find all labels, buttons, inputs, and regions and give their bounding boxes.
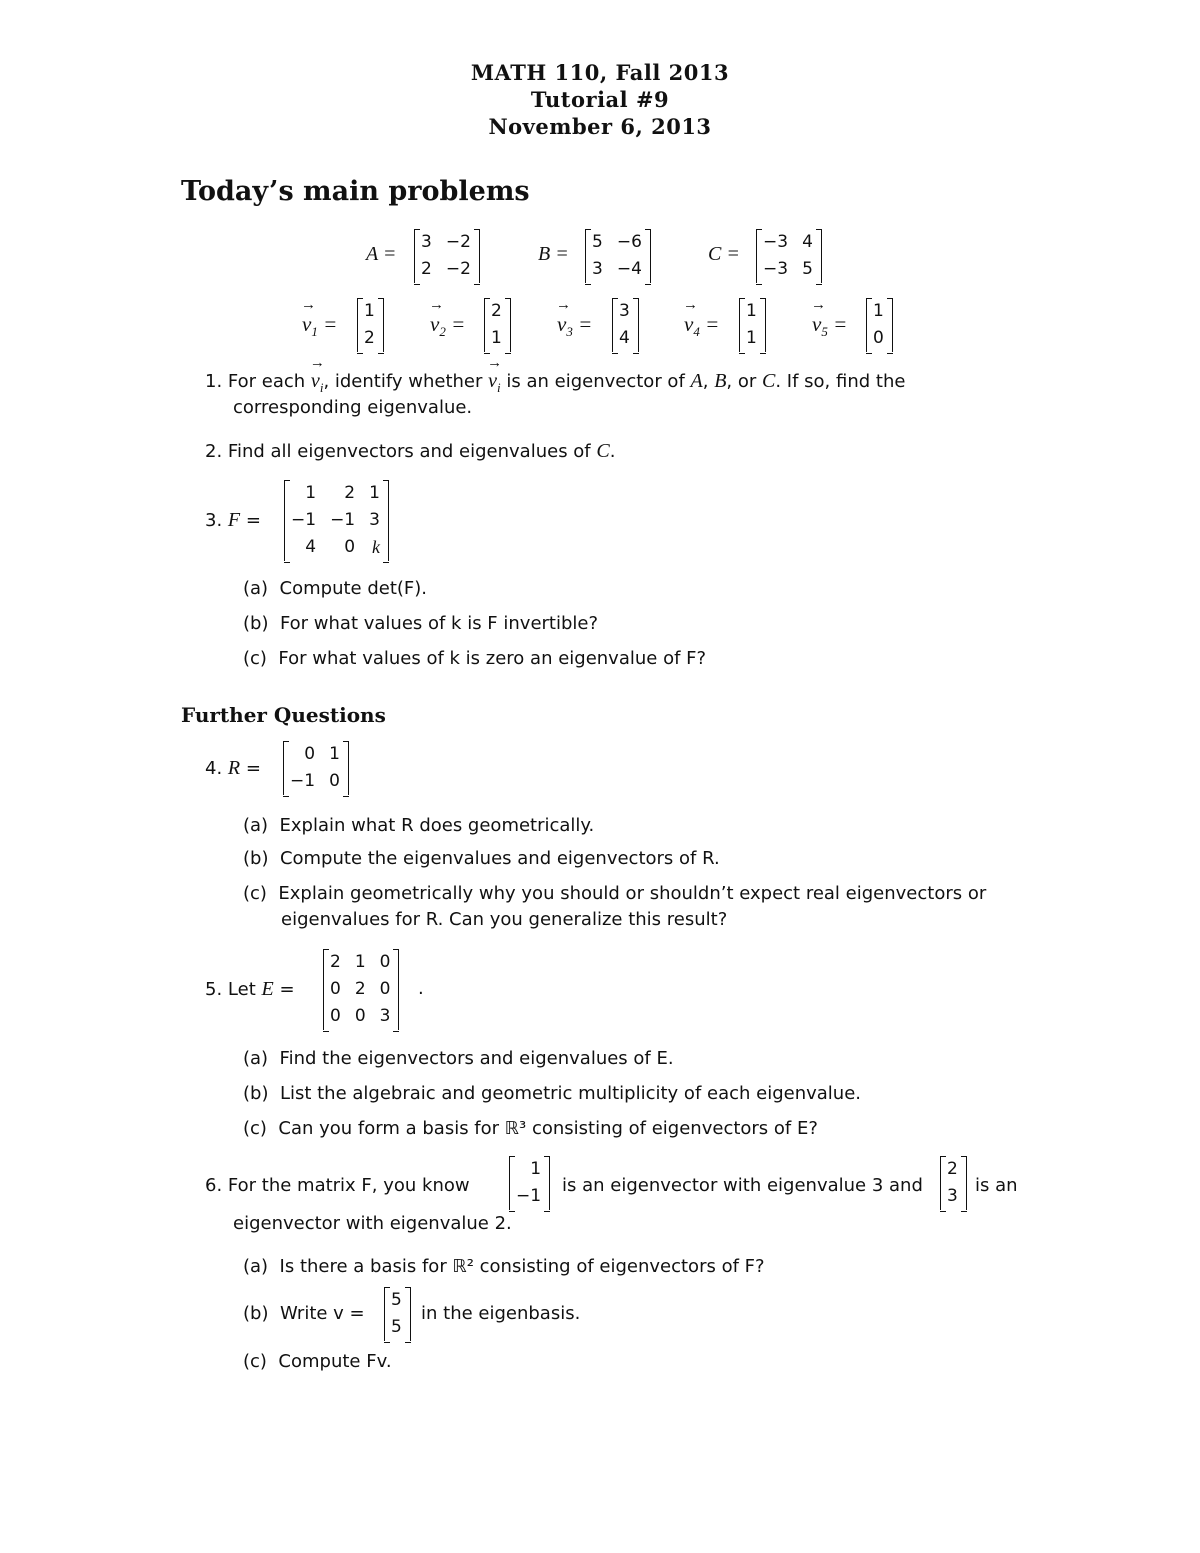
question-3a: (a) Compute det(F). bbox=[243, 578, 428, 599]
further-heading: Further Questions bbox=[181, 703, 386, 727]
matrix-b: 5 −6 3 −4 bbox=[585, 229, 651, 283]
question-4c-line2: eigenvalues for R. Can you generalize this result? bbox=[281, 909, 728, 930]
question-6-line2: eigenvector with eigenvalue 2. bbox=[233, 1213, 512, 1234]
question-3-label: 3. F = bbox=[205, 509, 261, 531]
q6-vector-1: 1 −1 bbox=[509, 1156, 550, 1210]
question-6-mid: is an eigenvector with eigenvalue 3 and bbox=[562, 1175, 923, 1196]
question-4-label: 4. R = bbox=[205, 757, 261, 779]
matrix-r: 0 1 −1 0 bbox=[283, 741, 349, 795]
question-5c: (c) Can you form a basis for ℝ³ consisting of eigenvectors of E? bbox=[243, 1118, 818, 1139]
vector-v3: 3 4 bbox=[612, 298, 639, 352]
matrix-e: 2 1 0 0 2 0 0 0 3 bbox=[323, 949, 399, 1030]
question-1-line2: corresponding eigenvalue. bbox=[233, 397, 473, 418]
vector-v5: 1 0 bbox=[866, 298, 893, 352]
question-5b: (b) List the algebraic and geometric multiplicity of each eigenvalue. bbox=[243, 1083, 862, 1104]
question-5a: (a) Find the eigenvectors and eigenvalues of E. bbox=[243, 1048, 674, 1069]
question-6-lead: 6. For the matrix F, you know bbox=[205, 1175, 470, 1196]
question-1: 1. For each → $v_i$, identify whether → $v_i$ is an eigenvector of A, B, or C. If so, find the bbox=[205, 370, 905, 396]
question-5-label: 5. Let E = bbox=[205, 978, 295, 1000]
vector-v1: 1 2 bbox=[357, 298, 384, 352]
question-3b: (b) For what values of k is F invertible? bbox=[243, 613, 599, 634]
question-6a: (a) Is there a basis for ℝ² consisting of eigenvectors of F? bbox=[243, 1256, 765, 1277]
vector-v5-label: → $v_5$ = bbox=[812, 312, 847, 340]
vector-v2-label: → $v_2$ = bbox=[430, 312, 465, 340]
matrix-b-label: B = bbox=[538, 243, 569, 265]
tutorial-title: Tutorial #9 bbox=[530, 87, 670, 112]
question-2: 2. Find all eigenvectors and eigenvalues of C. bbox=[205, 440, 616, 462]
question-4b: (b) Compute the eigenvalues and eigenvectors of R. bbox=[243, 848, 720, 869]
vector-v4-label: → $v_4$ = bbox=[684, 312, 719, 340]
course-title: MATH 110, Fall 2013 bbox=[470, 60, 730, 85]
vector-v4: 1 1 bbox=[739, 298, 766, 352]
question-4c: (c) Explain geometrically why you should or shouldn’t expect real eigenvectors or bbox=[243, 883, 987, 904]
question-6-end: is an bbox=[975, 1175, 1018, 1196]
question-6b-end: in the eigenbasis. bbox=[421, 1303, 581, 1324]
q6-vector-v: 5 5 bbox=[384, 1287, 411, 1341]
matrix-c: −3 4 −3 5 bbox=[756, 229, 822, 283]
main-heading: Today’s main problems bbox=[181, 176, 530, 207]
question-4a: (a) Explain what R does geometrically. bbox=[243, 815, 595, 836]
question-6b: (b) Write v = bbox=[243, 1303, 365, 1324]
matrix-a-label: A = bbox=[366, 243, 397, 265]
matrix-a: 3 −2 2 −2 bbox=[414, 229, 480, 283]
question-6c: (c) Compute Fv. bbox=[243, 1351, 392, 1372]
vector-v2: 2 1 bbox=[484, 298, 511, 352]
matrix-f: 1 2 1 −1 −1 3 4 0 k bbox=[284, 480, 389, 561]
question-5-period: . bbox=[418, 978, 424, 999]
matrix-c-label: C = bbox=[708, 243, 740, 265]
q6-vector-2: 2 3 bbox=[940, 1156, 967, 1210]
date-line: November 6, 2013 bbox=[488, 114, 712, 139]
vector-v3-label: → $v_3$ = bbox=[557, 312, 592, 340]
vector-v1-label: → $v_1$ = bbox=[302, 312, 337, 340]
question-3c: (c) For what values of k is zero an eigenvalue of F? bbox=[243, 648, 707, 669]
